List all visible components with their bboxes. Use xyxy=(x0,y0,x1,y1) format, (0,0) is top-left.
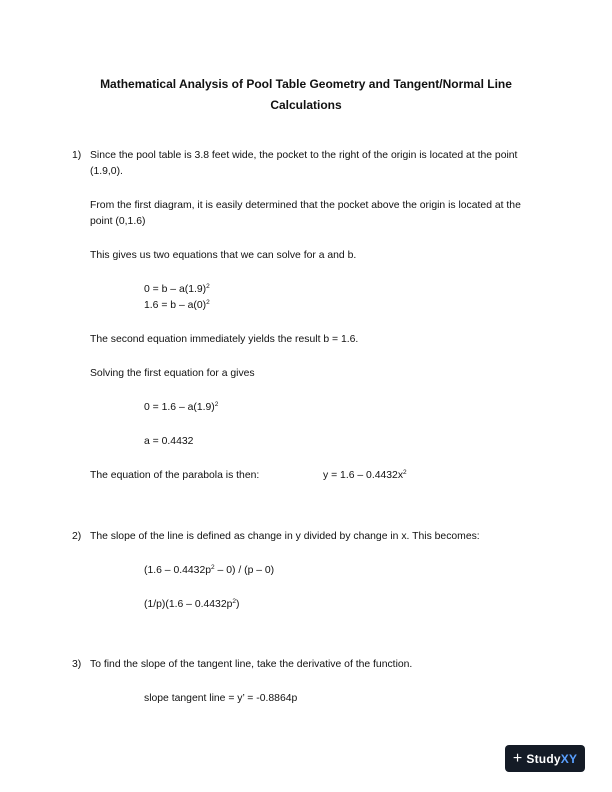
s3-paragraph-1: To find the slope of the tangent line, take the derivative of the function. xyxy=(90,659,413,670)
item-number-1: 1) xyxy=(72,150,82,161)
s1-equation-1: $0 = b - a(1.9)^2$ xyxy=(144,283,210,295)
logo-text-study: Study xyxy=(526,751,561,766)
s1-equation-2: $1.6 = b - a(0)^2$ xyxy=(144,299,210,311)
item-number-3: 3) xyxy=(72,659,82,670)
s3-equation-1: slope tangent line = y’ = -0.8864p xyxy=(144,693,298,704)
document-title: Mathematical Analysis of Pool Table Geometry and Tangent/Normal Line Calculations xyxy=(100,77,512,112)
s1-equation-3: $0 = 1.6 - a(1.9)^2$ xyxy=(144,401,219,413)
parabola-equation: $y = 1.6 - 0.4432x^2$ xyxy=(323,469,407,481)
item-number-2: 2) xyxy=(72,531,82,542)
s1-paragraph-1: Since the pool table is 3.8 feet wide, the pocket to the right of the origin is located at the point (1.9,0). xyxy=(90,150,518,177)
s2-equation-2: $(1/p)(1.6 - 0.4432p^2)$ xyxy=(144,598,240,610)
s2-equation-1: $(1.6 - 0.4432p^2 - 0) / (p - 0)$ xyxy=(144,564,275,576)
s1-paragraph-3: This gives us two equations that we can solve for a and b. xyxy=(90,250,357,261)
s2-paragraph-1: The slope of the line is defined as change in y divided by change in x. This becomes: xyxy=(90,531,480,542)
s1-paragraph-5: Solving the first equation for a gives xyxy=(90,368,255,379)
s1-equation-4: a = 0.4432 xyxy=(144,436,194,447)
s1-paragraph-4: The second equation immediately yields the result b = 1.6. xyxy=(90,334,359,345)
logo-text-xy: XY xyxy=(560,751,578,766)
studyxy-logo xyxy=(505,745,585,772)
s1-paragraph-2: From the first diagram, it is easily determined that the pocket above the origin is located at the point (0,1.6) xyxy=(90,200,521,227)
plus-icon: + xyxy=(512,749,523,767)
s1-paragraph-6: The equation of the parabola is then: xyxy=(90,470,260,481)
